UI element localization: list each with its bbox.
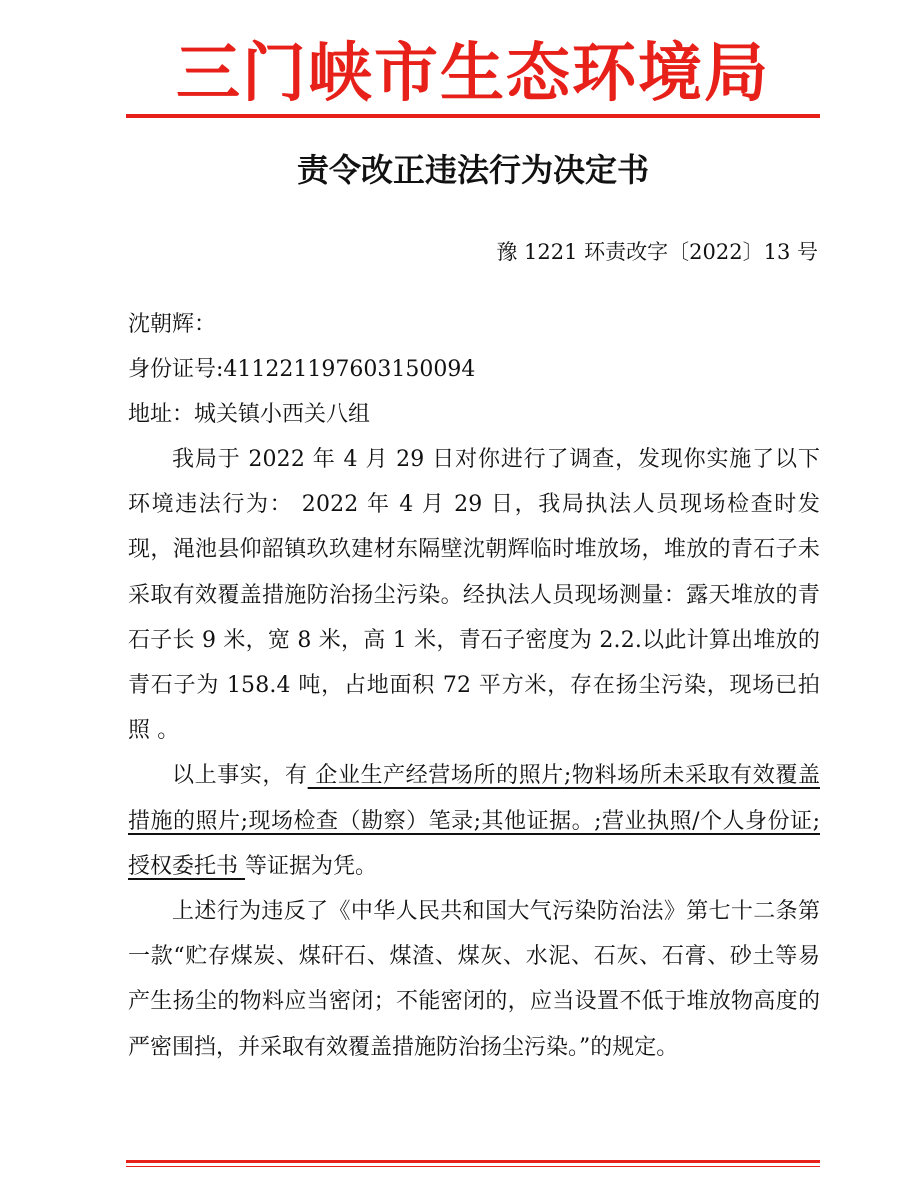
document-title: 责令改正违法行为决定书 — [296, 151, 649, 189]
id-number: 411221197603150094 — [223, 357, 476, 382]
violation-paragraph: 上述行为违反了《中华人民共和国大气污染防治法》第七十二条第一款“贮存煤炭、煤矸石、煤渣、煤灰、水泥、石灰、石膏、砂土等易产生扬尘的物料应当密闭；不能密闭的，应当设置不低于堆放物高度的严密围挡，并采取有效覆盖措施防治扬尘污染。”的规定。 — [128, 899, 820, 1060]
address-value: 城关镇小西关八组 — [194, 402, 371, 427]
address-label: 地址： — [128, 402, 195, 427]
evidence-prefix: 以上事实，有 — [172, 763, 308, 789]
recipient-name: 沈朝辉： — [128, 312, 217, 337]
investigation-paragraph: 我局于 2022 年 4 月 29 日对你进行了调查，发现你实施了以下环境违法行为： 2022 年 4 月 29 日，我局执法人员现场检查时发现，渑池县仰韶镇玖玖建材东隔壁沈朝辉临时堆放场，堆放的青石子未采取有效覆盖措施防治扬尘污染。经执法人员现场测量：露天堆放的青石子长 9 米，宽 8 米，高 1 米，青石子密度为 2.2.以此计算出堆放的青石子为 158.4 吨，占地面积 72 平方米，存在扬尘污染，现场已拍照 。 — [128, 447, 820, 744]
recipient-address-line — [128, 392, 820, 437]
footer-red-rule-thick — [126, 1160, 820, 1163]
recipient-id-line — [128, 347, 820, 392]
id-label: 身份证号: — [128, 357, 224, 382]
agency-letterhead: 三门峡市生态环境局 — [176, 36, 770, 111]
footer-red-rule-thin — [126, 1166, 820, 1167]
evidence-list: 企业生产经营场所的照片;物料场所未采取有效覆盖措施的照片;现场检查（勘察）笔录;其他证据。;营业执照/个人身份证;授权委托书 — [128, 763, 820, 879]
evidence-paragraph — [128, 753, 820, 889]
document-number: 豫 1221 环责改字〔2022〕13 号 — [496, 240, 818, 264]
evidence-suffix: 等证据为凭。 — [245, 853, 378, 879]
letterhead-red-rule — [126, 114, 820, 118]
document-body — [128, 302, 820, 1070]
